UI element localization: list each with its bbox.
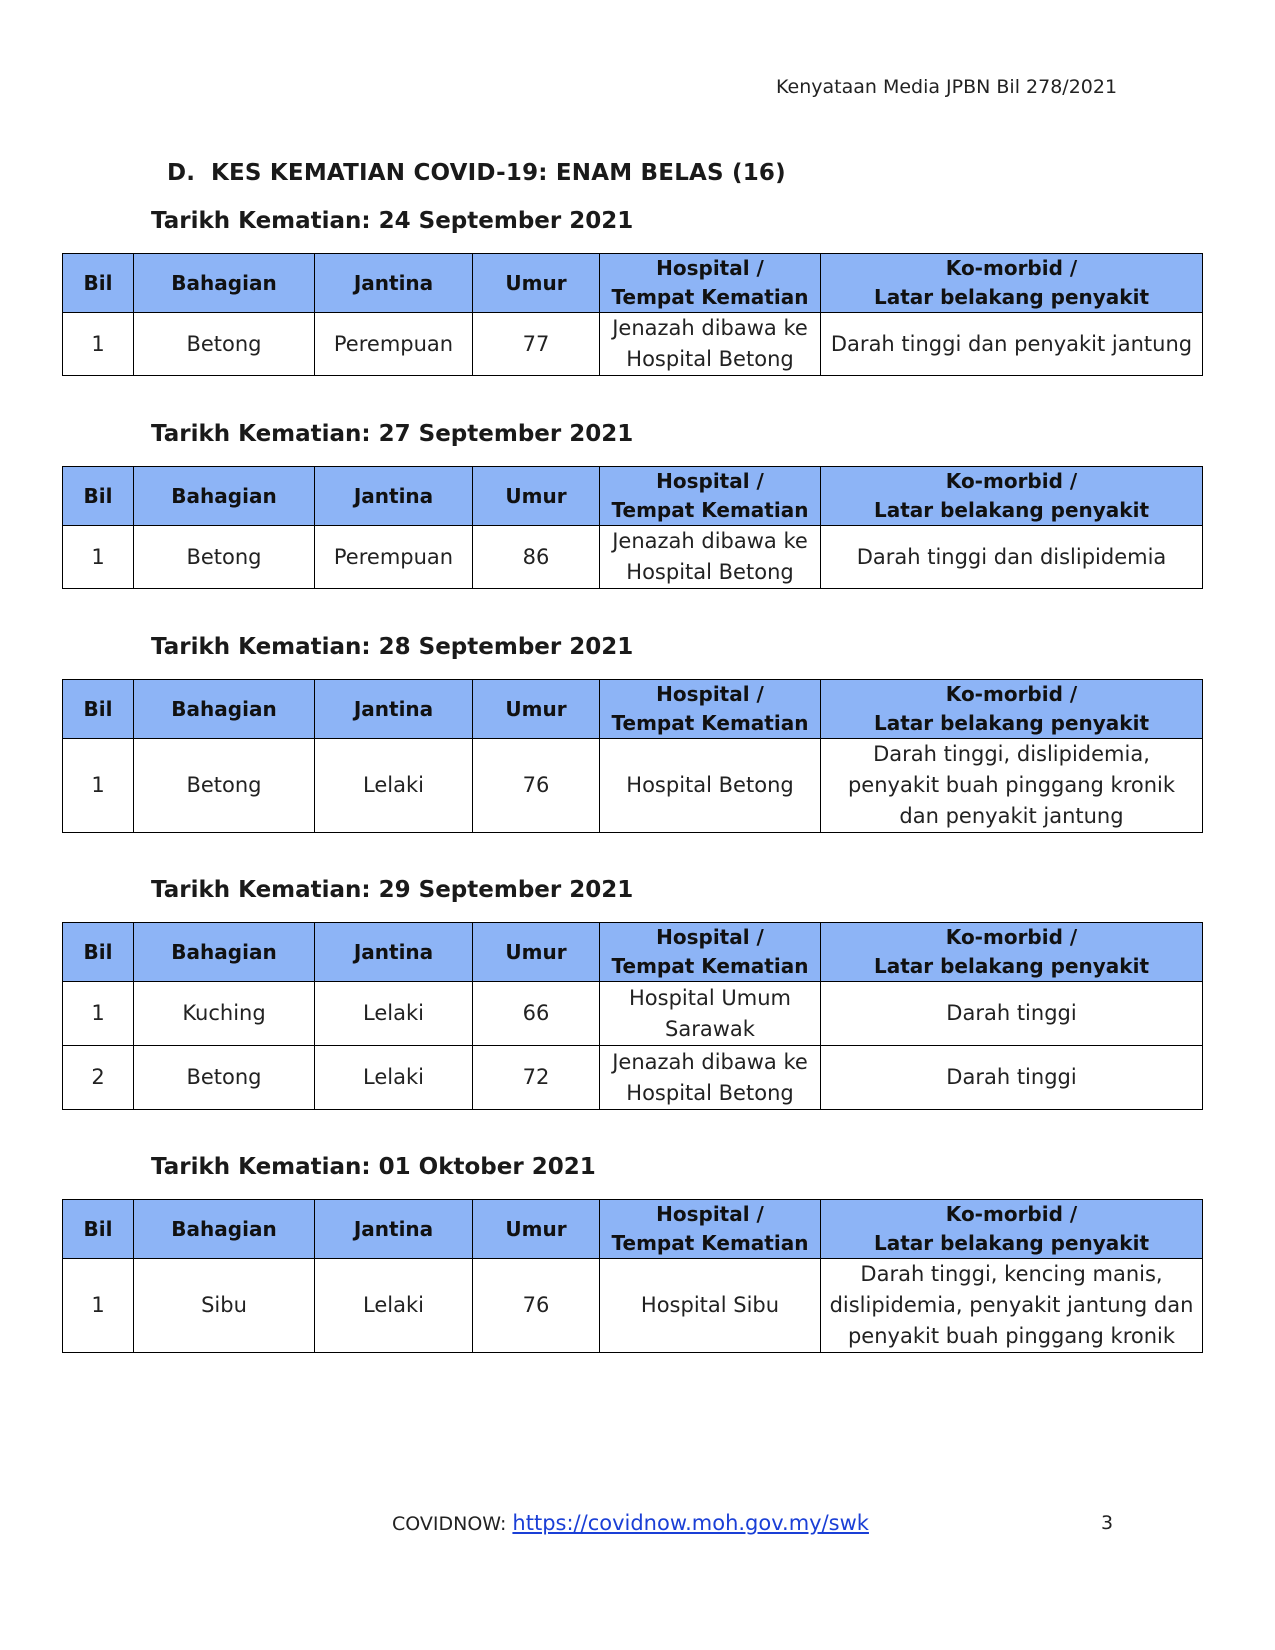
header-hospital-line2: Tempat Kematian	[611, 711, 809, 735]
table-row	[63, 982, 1203, 1046]
header-komorbid-line2: Latar belakang penyakit	[873, 1231, 1150, 1255]
header-komorbid-line2: Latar belakang penyakit	[873, 498, 1150, 522]
header-hospital	[600, 923, 821, 982]
cell-umur: 72	[473, 1046, 600, 1110]
header-komorbid-line1: Ko-morbid /	[945, 256, 1078, 280]
header-hospital	[600, 680, 821, 739]
date-heading: Tarikh Kematian: 24 September 2021	[151, 208, 634, 234]
cell-hospital: Hospital Sibu	[600, 1259, 821, 1353]
cell-hospital: Jenazah dibawa ke Hospital Betong	[600, 313, 821, 376]
death-table	[62, 679, 1203, 833]
cell-umur: 76	[473, 1259, 600, 1353]
table-row	[63, 313, 1203, 376]
date-heading: Tarikh Kematian: 29 September 2021	[151, 877, 634, 903]
table-row	[63, 739, 1203, 833]
death-table	[62, 466, 1203, 589]
header-komorbid-line1: Ko-morbid /	[945, 469, 1078, 493]
header-umur: Umur	[473, 254, 600, 313]
header-bil: Bil	[63, 254, 134, 313]
cell-hospital: Hospital Umum Sarawak	[600, 982, 821, 1046]
cell-bahagian: Betong	[134, 739, 315, 833]
header-bil: Bil	[63, 1200, 134, 1259]
header-komorbid-line2: Latar belakang penyakit	[873, 954, 1150, 978]
cell-komorbid: Darah tinggi dan dislipidemia	[821, 526, 1203, 589]
header-hospital	[600, 254, 821, 313]
cell-jantina: Perempuan	[315, 526, 473, 589]
cell-bil: 1	[63, 739, 134, 833]
cell-umur: 86	[473, 526, 600, 589]
page-number: 3	[1101, 1512, 1114, 1534]
document-reference: Kenyataan Media JPBN Bil 278/2021	[776, 76, 1118, 98]
cell-hospital: Hospital Betong	[600, 739, 821, 833]
cell-bahagian: Betong	[134, 526, 315, 589]
cell-bil: 2	[63, 1046, 134, 1110]
cell-komorbid: Darah tinggi	[821, 982, 1203, 1046]
table-header-row	[63, 467, 1203, 526]
cell-jantina: Lelaki	[315, 1046, 473, 1110]
header-jantina: Jantina	[315, 254, 473, 313]
cell-jantina: Lelaki	[315, 739, 473, 833]
header-bil: Bil	[63, 923, 134, 982]
header-bahagian: Bahagian	[134, 1200, 315, 1259]
header-komorbid	[821, 680, 1203, 739]
cell-komorbid: Darah tinggi, kencing manis, dislipidemia, penyakit jantung dan penyakit buah pinggang kronik	[821, 1259, 1203, 1353]
header-hospital-line2: Tempat Kematian	[611, 1231, 809, 1255]
header-hospital-line2: Tempat Kematian	[611, 954, 809, 978]
death-table	[62, 922, 1203, 1110]
header-komorbid-line2: Latar belakang penyakit	[873, 711, 1150, 735]
table-header-row	[63, 254, 1203, 313]
section-title-text: KES KEMATIAN COVID-19: ENAM BELAS (16)	[211, 160, 786, 186]
cell-jantina: Lelaki	[315, 982, 473, 1046]
cell-komorbid: Darah tinggi dan penyakit jantung	[821, 313, 1203, 376]
header-bahagian: Bahagian	[134, 680, 315, 739]
header-komorbid-line2: Latar belakang penyakit	[873, 285, 1150, 309]
footer	[392, 1511, 869, 1535]
header-hospital-line1: Hospital /	[656, 469, 764, 493]
header-hospital-line1: Hospital /	[656, 925, 764, 949]
cell-jantina: Lelaki	[315, 1259, 473, 1353]
death-table	[62, 253, 1203, 376]
header-jantina: Jantina	[315, 680, 473, 739]
cell-bahagian: Betong	[134, 313, 315, 376]
header-komorbid	[821, 467, 1203, 526]
header-hospital-line1: Hospital /	[656, 1202, 764, 1226]
cell-umur: 66	[473, 982, 600, 1046]
header-hospital	[600, 1200, 821, 1259]
cell-bahagian: Sibu	[134, 1259, 315, 1353]
date-heading: Tarikh Kematian: 28 September 2021	[151, 634, 634, 660]
header-bahagian: Bahagian	[134, 467, 315, 526]
header-umur: Umur	[473, 1200, 600, 1259]
cell-hospital: Jenazah dibawa ke Hospital Betong	[600, 1046, 821, 1110]
header-hospital-line2: Tempat Kematian	[611, 498, 809, 522]
death-table	[62, 1199, 1203, 1353]
header-jantina: Jantina	[315, 467, 473, 526]
cell-komorbid: Darah tinggi	[821, 1046, 1203, 1110]
header-jantina: Jantina	[315, 923, 473, 982]
date-heading: Tarikh Kematian: 01 Oktober 2021	[151, 1154, 596, 1180]
header-hospital-line2: Tempat Kematian	[611, 285, 809, 309]
cell-bil: 1	[63, 526, 134, 589]
cell-umur: 76	[473, 739, 600, 833]
header-jantina: Jantina	[315, 1200, 473, 1259]
section-title	[167, 160, 786, 186]
table-header-row	[63, 1200, 1203, 1259]
cell-umur: 77	[473, 313, 600, 376]
cell-bahagian: Betong	[134, 1046, 315, 1110]
header-komorbid-line1: Ko-morbid /	[945, 925, 1078, 949]
header-bil: Bil	[63, 467, 134, 526]
cell-bahagian: Kuching	[134, 982, 315, 1046]
cell-komorbid: Darah tinggi, dislipidemia, penyakit buah pinggang kronik dan penyakit jantung	[821, 739, 1203, 833]
header-bahagian: Bahagian	[134, 254, 315, 313]
header-umur: Umur	[473, 923, 600, 982]
table-row	[63, 526, 1203, 589]
header-hospital	[600, 467, 821, 526]
header-komorbid-line1: Ko-morbid /	[945, 682, 1078, 706]
header-komorbid	[821, 1200, 1203, 1259]
header-bahagian: Bahagian	[134, 923, 315, 982]
cell-bil: 1	[63, 982, 134, 1046]
cell-bil: 1	[63, 313, 134, 376]
header-bil: Bil	[63, 680, 134, 739]
header-hospital-line1: Hospital /	[656, 256, 764, 280]
footer-label: COVIDNOW:	[392, 1513, 507, 1535]
table-row	[63, 1259, 1203, 1353]
table-header-row	[63, 680, 1203, 739]
table-row	[63, 1046, 1203, 1110]
table-header-row	[63, 923, 1203, 982]
header-komorbid	[821, 923, 1203, 982]
date-heading: Tarikh Kematian: 27 September 2021	[151, 421, 634, 447]
cell-jantina: Perempuan	[315, 313, 473, 376]
section-letter: D.	[167, 160, 196, 186]
header-komorbid	[821, 254, 1203, 313]
header-umur: Umur	[473, 680, 600, 739]
header-umur: Umur	[473, 467, 600, 526]
covidnow-link[interactable]: https://covidnow.moh.gov.my/swk	[512, 1511, 869, 1535]
cell-bil: 1	[63, 1259, 134, 1353]
cell-hospital: Jenazah dibawa ke Hospital Betong	[600, 526, 821, 589]
header-komorbid-line1: Ko-morbid /	[945, 1202, 1078, 1226]
header-hospital-line1: Hospital /	[656, 682, 764, 706]
